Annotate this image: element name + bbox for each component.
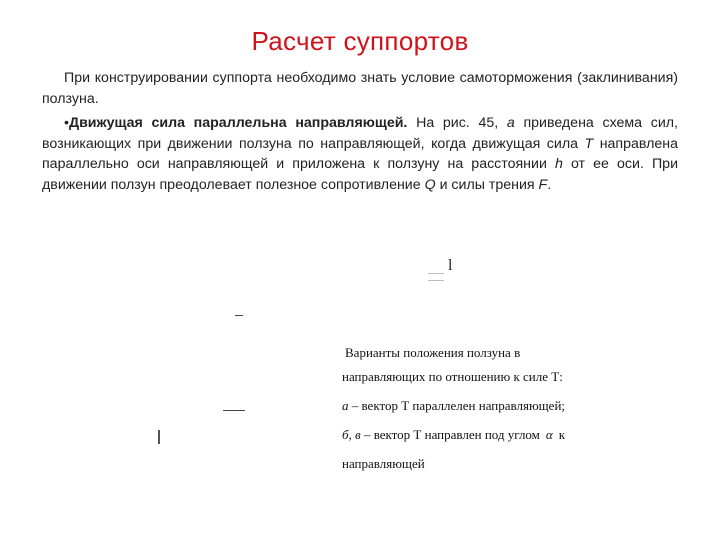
caption-line: Варианты положения ползуна в <box>345 345 521 360</box>
paragraph-intro: При конструировании суппорта необходимо знать условие самоторможения (заклинивания) ползуна. <box>42 70 678 107</box>
figure-dash-mark <box>223 410 245 411</box>
caption-italic-a: а <box>342 398 349 413</box>
caption-text: – вектор Т направлен под углом <box>360 427 540 442</box>
italic-F: F <box>538 176 548 193</box>
italic-Q: Q <box>424 176 436 193</box>
bold-lead: Движущая сила параллельна направляющей. <box>68 115 408 131</box>
page-title: Расчет суппортов <box>251 26 469 56</box>
italic-a: а <box>506 115 515 131</box>
figure-label-l: l <box>448 257 453 274</box>
figure-bar-mark <box>158 430 160 444</box>
alpha-symbol: α <box>545 427 553 442</box>
body-text <box>42 68 678 199</box>
text-segment: от ее оси. При движении ползун преодолевает полезное сопротивление <box>42 156 678 193</box>
caption-line <box>342 425 642 445</box>
caption-line <box>342 396 642 416</box>
caption-line: направляющей <box>342 456 425 471</box>
italic-h: h <box>554 156 563 172</box>
caption-line: направляющих по отношению к силе Т: <box>342 369 563 384</box>
figure-equals-mark <box>428 273 444 281</box>
text-segment: и силы трения <box>435 176 539 193</box>
figure-area <box>98 215 650 525</box>
text-segment: направлена параллельно оси направляющей и приложена к ползуну на расстоянии <box>42 135 678 172</box>
text-segment: На рис. 45, <box>407 115 507 131</box>
text-segment: . <box>547 176 552 193</box>
caption-text: к <box>558 427 566 442</box>
caption-italic-bv: б, в <box>342 427 361 442</box>
bullet: • <box>64 115 69 131</box>
figure-dash-mark <box>235 315 243 316</box>
figure-caption <box>342 343 642 483</box>
text-segment: приведена схема сил, возникающих при движении ползуна по направляющей, когда движущая сила <box>42 115 678 152</box>
paragraph-main <box>42 113 678 195</box>
italic-T: Т <box>584 135 594 152</box>
caption-text: – вектор Т параллелен направляющей; <box>348 398 566 413</box>
